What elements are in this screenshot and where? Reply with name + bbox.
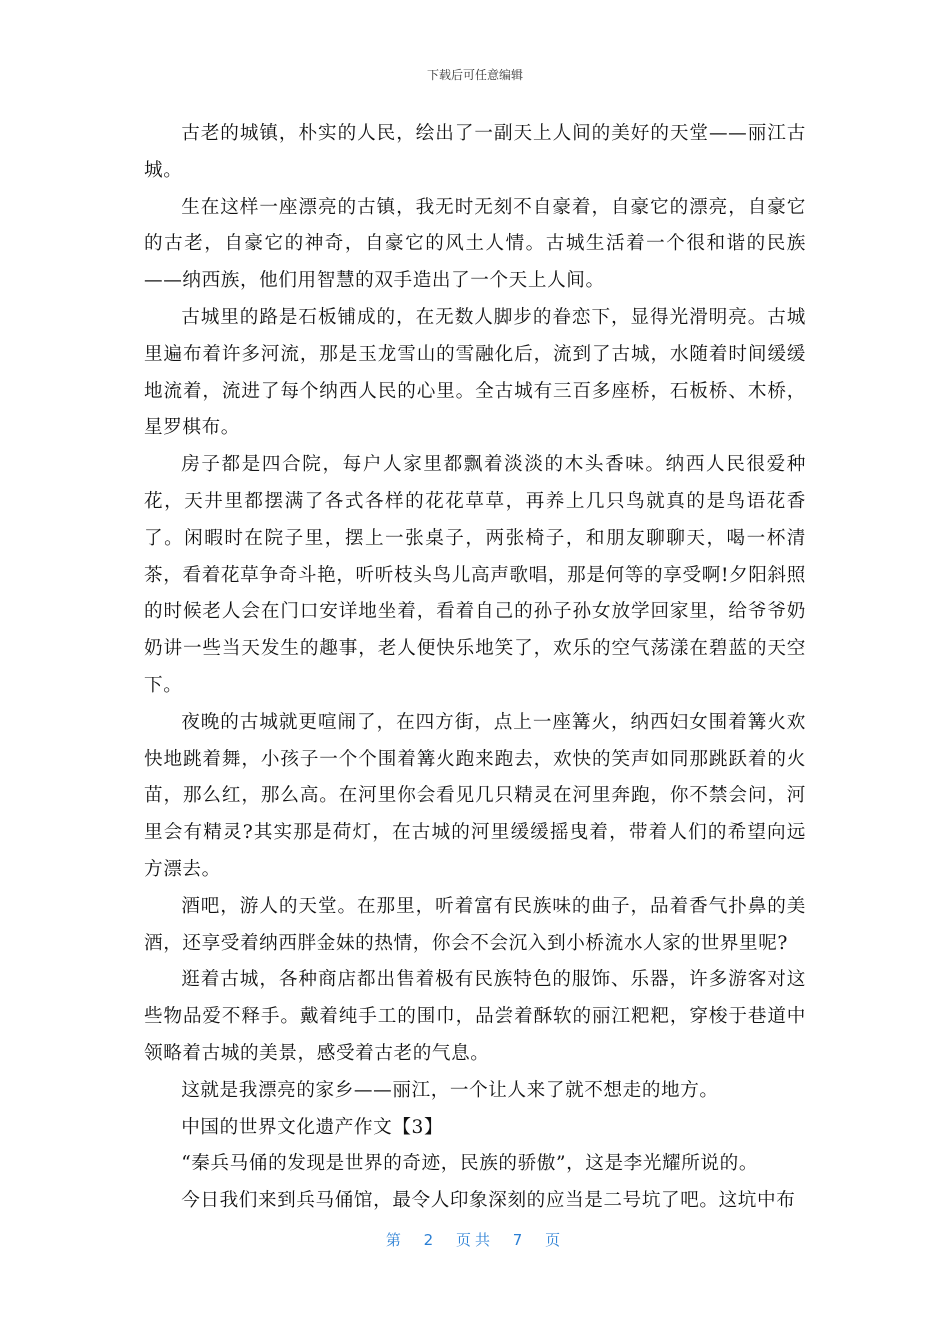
page-header-note: 下载后可任意编辑 bbox=[426, 68, 523, 82]
paragraph: 古老的城镇，朴实的人民，绘出了一副天上人间的美好的天堂——丽江古城。 bbox=[144, 123, 806, 181]
paragraph: 生在这样一座漂亮的古镇，我无时无刻不自豪着，自豪它的漂亮，自豪它的古老，自豪它的神奇，自豪它的风土人情。古城生活着一个很和谐的民族——纳西族，他们用智慧的双手造出了一个天上人间。 bbox=[144, 196, 806, 292]
section-heading: 中国的世界文化遗产作文【3】 bbox=[181, 1116, 444, 1138]
paragraph: 房子都是四合院，每户人家里都飘着淡淡的木头香味。纳西人民很爱种花，天井里都摆满了各式各样的花花草草，再养上几只鸟就真的是鸟语花香了。闲暇时在院子里，摆上一张桌子，两张椅子，和朋友聊聊天，喝一杯清茶，看着花草争奇斗艳，听听枝头鸟儿高声歌唱，那是何等的享受啊!夕阳斜照的时候老人会在门口安详地坐着，看着自己的孙子孙女放学回家里，给爷爷奶奶讲一些当天发生的趣事，老人便快乐地笑了，欢乐的空气荡漾在碧蓝的天空下。 bbox=[144, 454, 806, 696]
paragraph: 酒吧，游人的天堂。在那里，听着富有民族味的曲子，品着香气扑鼻的美酒，还享受着纳西胖金妹的热情，你会不会沉入到小桥流水人家的世界里呢? bbox=[144, 895, 806, 954]
paragraph: 今日我们来到兵马俑馆，最令人印象深刻的应当是二号坑了吧。这坑中布 bbox=[181, 1190, 796, 1212]
document-body bbox=[144, 116, 806, 1220]
page-number: 第 2 页共 7 页 bbox=[385, 1231, 565, 1249]
paragraph: “秦兵马俑的发现是世界的奇迹，民族的骄傲”，这是李光耀所说的。 bbox=[181, 1153, 759, 1175]
paragraph: 夜晚的古城就更喧闹了，在四方街，点上一座篝火，纳西妇女围着篝火欢快地跳着舞，小孩子一个个围着篝火跑来跑去，欢快的笑声如同那跳跃着的火苗，那么红，那么高。在河里你会看见几只精灵在河里奔跑，你不禁会问，河里会有精灵?其实那是荷灯，在古城的河里缓缓摇曳着，带着人们的希望向远方漂去。 bbox=[144, 711, 806, 880]
paragraph: 这就是我漂亮的家乡——丽江，一个让人来了就不想走的地方。 bbox=[181, 1079, 719, 1101]
paragraph: 逛着古城，各种商店都出售着极有民族特色的服饰、乐器，许多游客对这些物品爱不释手。戴着纯手工的围巾，品尝着酥软的丽江粑粑，穿梭于巷道中领略着古城的美景，感受着古老的气息。 bbox=[144, 969, 806, 1064]
paragraph: 古城里的路是石板铺成的，在无数人脚步的眷恋下，显得光滑明亮。古城里遍布着许多河流，那是玉龙雪山的雪融化后，流到了古城，水随着时间缓缓地流着，流进了每个纳西人民的心里。全古城有三百多座桥，石板桥、木桥，星罗棋布。 bbox=[144, 306, 806, 439]
